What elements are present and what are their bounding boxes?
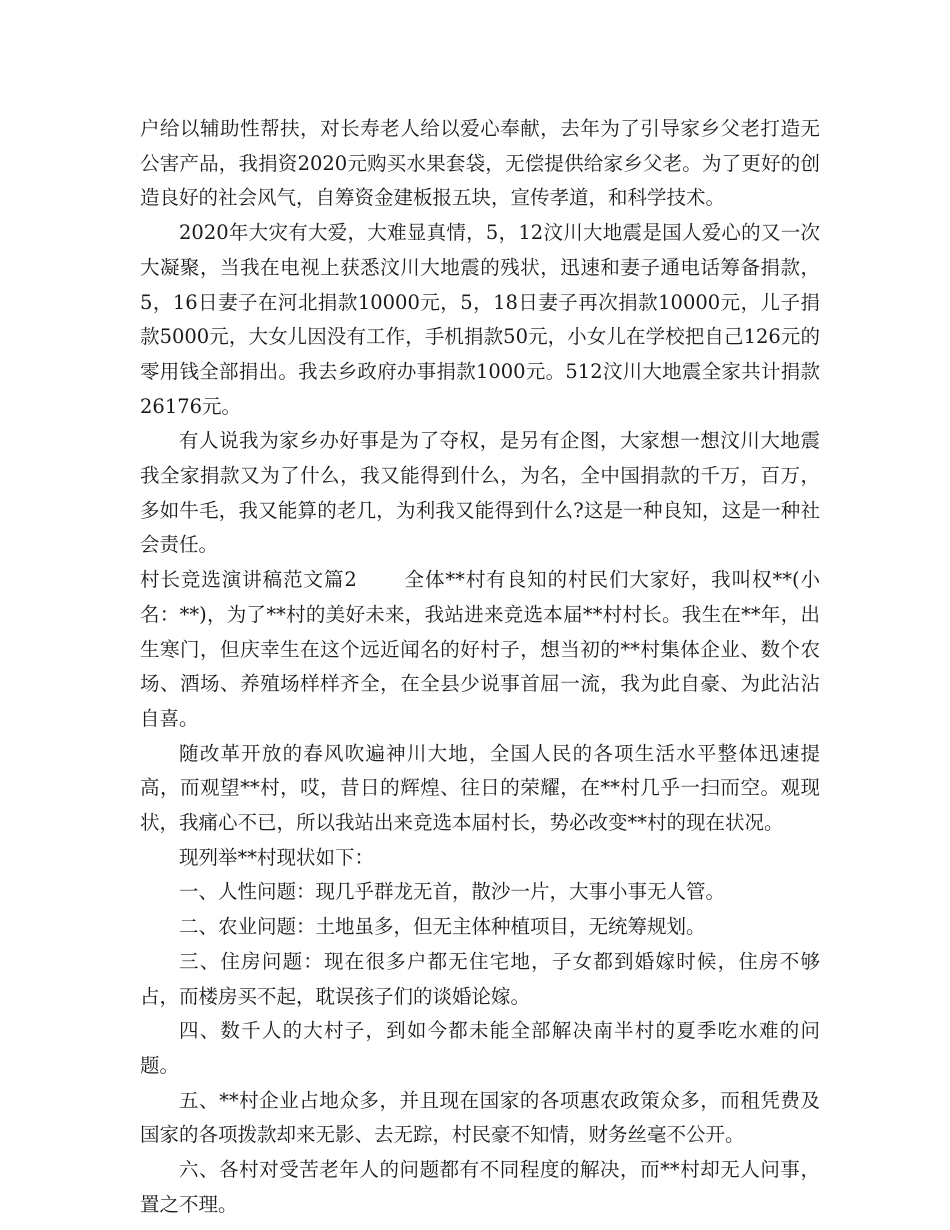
paragraph-2: 2020年大灾有大爱，大难显真情，5，12汶川大地震是国人爱心的又一次大凝聚，当我在电视上获悉汶川大地震的残状，迅速和妻子通电话筹备捐款，5，16日妻子在河北捐款10000元，5，18日妻子再次捐款10000元，儿子捐款5000元，大女儿因没有工作，手机捐款50元，小女儿在学校把自己126元的零用钱全部捐出。我去乡政府办事捐款1000元。512汶川大地震全家共计捐款26176元。 <box>140 221 820 418</box>
paragraph-1: 户给以辅助性帮扶，对长寿老人给以爱心奉献，去年为了引导家乡父老打造无公害产品，我捐资2020元购买水果套袋，无偿提供给家乡父老。为了更好的创造良好的社会风气，自筹资金建板报五块，宣传孝道，和科学技术。 <box>140 117 820 210</box>
paragraph-3: 有人说我为家乡办好事是为了夺权，是另有企图，大家想一想汶川大地震我全家捐款又为了什么，我又能得到什么，为名，全中国捐款的千万，百万，多如牛毛，我又能算的老几，为利我又能得到什么?这是一种良知，这是一种社会责任。 <box>140 429 820 557</box>
paragraph-4: 全体**村有良知的村民们大家好，我叫权**(小名：**)，为了**村的美好未来，我站进来竞选本届**村村长。我生在**年，出生寒门，但庆幸生在这个远近闻名的好村子，想当初的**村集体企业、数个农场、酒场、养殖场样样齐全，在全县少说事首屈一流，我为此自豪、为此沾沾自喜。 <box>140 568 820 730</box>
list-item-5: 五、**村企业占地众多，并且现在国家的各项惠农政策众多，而租凭费及国家的各项拨款却来无影、去无踪，村民豪不知情，财务丝毫不公开。 <box>140 1088 820 1147</box>
list-item-4: 四、数千人的大村子，到如今都未能全部解决南半村的夏季吃水难的问题。 <box>140 1019 820 1077</box>
section-paragraph <box>140 563 820 737</box>
list-item-3: 三、住房问题：现在很多户都无住宅地，子女都到婚嫁时候，住房不够占，而楼房买不起，耽误孩子们的谈婚论嫁。 <box>140 949 820 1008</box>
list-item-1: 一、人性问题：现几乎群龙无首，散沙一片，大事小事无人管。 <box>179 880 726 904</box>
list-item-2: 二、农业问题：土地虽多，但无主体种植项目，无统筹规划。 <box>179 915 706 939</box>
section-title: 村长竞选演讲稿范文篇2 <box>140 568 357 592</box>
document-body <box>140 112 820 1223</box>
paragraph-5: 随改革开放的春风吹遍神川大地，全国人民的各项生活水平整体迅速提高，而观望**村，哎，昔日的辉煌、往日的荣耀，在**村几乎一扫而空。观现状，我痛心不已，所以我站出来竞选本届村长，势必改变**村的现在状况。 <box>140 741 820 835</box>
paragraph-6: 现列举**村现状如下： <box>179 845 375 869</box>
list-item-6: 六、各村对受苦老年人的问题都有不同程度的解决，而**村却无人问事，置之不理。 <box>140 1158 820 1216</box>
